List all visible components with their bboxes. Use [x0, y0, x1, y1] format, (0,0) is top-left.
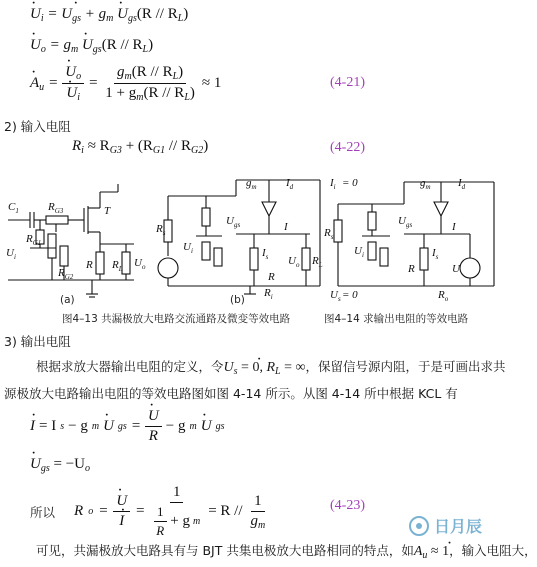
- equation-number-4-21: (4-21): [330, 75, 365, 90]
- watermark-text: 日月辰: [434, 517, 483, 536]
- resistor-r-c: [420, 248, 428, 270]
- label-rg3: $R_{G3}$: [48, 201, 64, 215]
- label-us-zero-val: = 0: [342, 289, 358, 301]
- label-ii-zero-val: = 0: [342, 177, 358, 189]
- resistor-rg2: [60, 246, 68, 266]
- equation-ri: $R_i \approx R_{G3} + (R_{G1} // R_{G2})$: [72, 138, 209, 156]
- label-rs-c: $R_s$: [324, 227, 334, 241]
- circuit-figures: [0, 172, 517, 304]
- label-rl-b: $R_L$: [312, 255, 323, 269]
- equation-number-4-22: (4-22): [330, 140, 365, 155]
- label-r-b: R: [268, 271, 275, 283]
- label-is: $I_s$: [262, 247, 269, 261]
- label-rg1: $R_{G1}$: [26, 233, 42, 247]
- caption-a: (a): [60, 294, 75, 306]
- section-heading-input-resistance: 2) 输入电阻: [4, 119, 71, 134]
- label-ui-b: $U_i$: [183, 241, 193, 255]
- equation-ugs: · $U_{gs} = -U_o$: [30, 456, 90, 474]
- label-t: T: [104, 205, 111, 217]
- resistor-rg2-b: [214, 248, 222, 266]
- label-id-c: $I_d$: [458, 177, 466, 191]
- label-c1: $C_1$: [8, 201, 19, 215]
- label-ui: $U_i$: [6, 247, 16, 261]
- label-ii-zero: $I_i$: [330, 177, 336, 191]
- label-rl: $R_L$: [112, 259, 123, 273]
- equation-au: · $A_u$ = · $U_o$ · $U_i$ = $\frac{g_m(R // R_L)}{1 + g_m(R // R_L)}$ ≈ 1: [30, 64, 221, 103]
- current-source-gm: [262, 202, 276, 216]
- label-gm-ugs: $g_m$: [246, 177, 257, 191]
- label-rg2: $R_{G2}$: [58, 267, 74, 281]
- resistor-rl-b: [302, 248, 310, 270]
- label-id: $I_d$: [286, 177, 294, 191]
- label-ri: $R_i$: [264, 287, 273, 301]
- caption-fig-4-13: 图4–13 共漏极放大电路交流通路及微变等效电路: [62, 313, 291, 325]
- paragraph-output-resistance: 根据求放大器输出电阻的定义，令· $U_s = 0$, $R_L$ = ∞，保留信号源内阻，于是可画出求共源极放大电路输出电阻的等效电路图如图 4-14 所示。从图 4-14 所中根据 KCL 有: [4, 356, 512, 405]
- source-us: [158, 258, 178, 278]
- caption-b: (b): [230, 294, 245, 306]
- equation-number-4-23: (4-23): [330, 498, 365, 513]
- watermark-icon: [408, 515, 430, 537]
- label-r-c: R: [408, 263, 415, 275]
- equation-ui: · $U_i = U_{gs} + g_m \cdot U_{gs}(R // R_L)$: [30, 6, 188, 24]
- resistor-r-b: [250, 248, 258, 270]
- label-ui-c: $U_i$: [354, 245, 364, 259]
- resistor-rg1: [48, 234, 56, 258]
- resistor-rg1-b: [202, 242, 210, 260]
- paragraph-conclusion: 可见，共漏极放大电路具有与 BJT 共集电极放大电路相同的特点，如· $A_u \approx 1$，输入电阻大，: [4, 540, 514, 567]
- label-rs: $R_s$: [156, 223, 166, 237]
- resistor-rg3: [46, 216, 68, 224]
- resistor-rs-c: [334, 220, 342, 242]
- resistor-rg3-c: [368, 212, 376, 230]
- label-uo: $U_o$: [134, 257, 146, 271]
- label-us-zero: $U_s$: [330, 289, 341, 303]
- current-source-gm-c: [434, 202, 448, 216]
- circuit-b-small-signal: [158, 180, 320, 294]
- label-gm-c: $g_m$: [420, 177, 431, 191]
- resistor-r: [96, 252, 104, 274]
- equation-kcl: · I = I s − g m · U gs = · $\frac{U}{R}$ − g m · U gs: [30, 408, 225, 445]
- label-ugs-c: $U_{gs}$: [398, 215, 413, 229]
- label-ugs: $U_{gs}$: [226, 215, 241, 229]
- caption-fig-4-14: 图4–14 求输出电阻的等效电路: [324, 313, 469, 325]
- resistor-rg2-c: [380, 248, 388, 266]
- section-heading-output-resistance: 3) 输出电阻: [4, 334, 71, 349]
- equation-ro: 所以 R o = · U · I = 1 $\frac{1}{R}$ + g m = R // $\frac{1}{g_m}$: [30, 484, 268, 539]
- label-uo-b: $U_o$: [288, 255, 300, 269]
- resistor-rl: [122, 252, 130, 274]
- label-u-c: U: [452, 263, 460, 275]
- label-ro: $R_o$: [438, 289, 449, 303]
- label-i: I: [284, 221, 288, 233]
- label-is-c: $I_s$: [432, 247, 439, 261]
- resistor-rg1-c: [368, 242, 376, 260]
- label-i-c: I: [452, 221, 456, 233]
- resistor-rg3-b: [202, 208, 210, 226]
- label-r: R: [86, 259, 93, 271]
- test-source-u: [460, 258, 480, 278]
- watermark-logo: [408, 514, 482, 537]
- equation-uo: · $U_o = g_m \cdot U_{gs}(R // R_L)$: [30, 37, 153, 55]
